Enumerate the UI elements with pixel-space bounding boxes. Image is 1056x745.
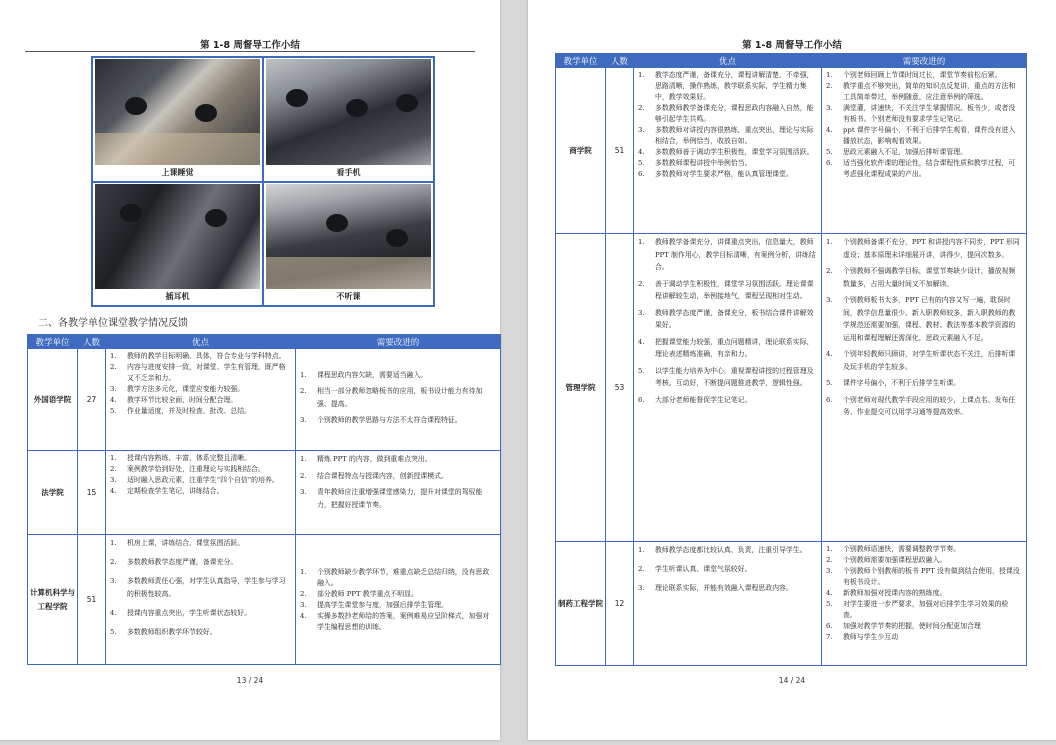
photo-caption: 插耳机 bbox=[165, 292, 190, 301]
classroom-photo-earphones bbox=[95, 184, 260, 290]
unit-cell: 商学院 bbox=[556, 68, 606, 234]
list-item: 5. 对学生要进一步严要求，加强对后排学生学习效果的检查。 bbox=[826, 600, 1009, 619]
list-item: 7. 教师与学生少互动 bbox=[826, 633, 899, 641]
page-number: 14 / 24 bbox=[778, 676, 806, 685]
list-item: 5. 课件字号偏小，不利于后排学生听课。 bbox=[826, 379, 961, 387]
list-item: 1. 个别教师备课不充分，PPT 和讲授内容不同步，PPT 形同虚设；基本原理未详细展开讲，讲得少，提问次数多。 bbox=[826, 238, 1020, 259]
count-cell: 51 bbox=[78, 535, 106, 665]
list-item: 4. 定期检查学生笔记，讲练结合。 bbox=[110, 487, 224, 495]
list-item: 2. 学生听课认真、课堂气氛较好。 bbox=[638, 565, 752, 573]
list-item: 1. 机房上课，讲练结合，课堂氛围活跃。 bbox=[110, 539, 245, 547]
list-item: 3. 提高学生课堂参与度，加强后排学生管理。 bbox=[300, 600, 448, 609]
unit-cell: 管理学院 bbox=[556, 234, 606, 542]
page-header-title: 第 1-8 周督导工作小结 bbox=[200, 40, 300, 51]
list-item: 3. 多数教师责任心强，对学生认真指导，学生参与学习的积极性较高。 bbox=[110, 577, 286, 598]
page-number: 13 / 24 bbox=[236, 676, 264, 685]
photo-cell bbox=[92, 57, 263, 182]
feedback-table-right bbox=[555, 53, 1027, 666]
list-item: 1. 个别老师回顾上节课时间过长，课堂节奏前松后紧。 bbox=[826, 71, 1002, 79]
list-item: 1. 个别教师语速快，需要调整教学节奏。 bbox=[826, 545, 961, 553]
table-row bbox=[28, 535, 501, 665]
list-item: 5. 以学生能力培养为中心，重视课程讲授的过程管理及考核。互动好，不断提问题推进教学，逻辑性强。 bbox=[638, 366, 814, 387]
classroom-photo-phone bbox=[266, 59, 431, 165]
table-header-row bbox=[556, 54, 1027, 68]
list-item: 1. 个别教师缺少教学环节，难重点缺乏总结归纳，没有思政融入。 bbox=[300, 567, 490, 587]
page-header-title: 第 1-8 周督导工作小结 bbox=[742, 40, 842, 51]
count-cell: 53 bbox=[606, 234, 634, 542]
photo-cell bbox=[92, 182, 263, 307]
improvements-cell bbox=[822, 68, 1027, 234]
classroom-photo-not-listening bbox=[266, 184, 431, 290]
photo-caption: 不听课 bbox=[336, 292, 361, 301]
unit-cell: 制药工程学院 bbox=[556, 542, 606, 666]
list-item: 4. 实操多数抄老师给的答案，案例难易应呈阶梯式，加强对学生编程思想的训练。 bbox=[300, 611, 490, 631]
list-item: 6. 大部分老师能督促学生记笔记。 bbox=[638, 395, 752, 404]
list-item: 1. 课程思政内容欠缺，需要适当融入。 bbox=[300, 370, 428, 379]
list-item: 3. 个别教师个别教师的板书 PPT 没有做到结合使用，授课没有板书设计。 bbox=[826, 567, 1020, 586]
improvements-cell bbox=[296, 451, 501, 535]
table-row bbox=[556, 68, 1027, 234]
list-item: 3. 青年教师应注重增强课堂感染力，提升对课堂的驾驭能力，把握好授课节奏。 bbox=[300, 488, 483, 509]
list-item: 1. 教师教学备课充分，讲课重点突出，信息量大，教师 PPT 制作用心，教学目标清晰，有案例分析，讲练结合。 bbox=[638, 238, 816, 271]
strengths-cell bbox=[106, 349, 296, 451]
list-item: 4. 把握课堂能力较强，重点问题精讲，理论联系实际，理论表述精炼准确，有亲和力。 bbox=[638, 337, 814, 358]
list-item: 1. 授课内容熟练、丰富，体系完整且清晰。 bbox=[110, 454, 252, 462]
strengths-cell bbox=[634, 234, 822, 542]
list-item: 4. ppt 课件字号偏小，不利于后排学生观看，课件没有进入播放状态，影响观看效果。 bbox=[826, 126, 1016, 145]
list-item: 5. 多数教师课程讲授中举例恰当。 bbox=[638, 159, 752, 167]
list-item: 2. 部分教师 PPT 教学重点不明显。 bbox=[300, 589, 418, 598]
header-strengths: 优点 bbox=[634, 54, 822, 68]
count-cell: 27 bbox=[78, 349, 106, 451]
table-row bbox=[556, 542, 1027, 666]
count-cell: 12 bbox=[606, 542, 634, 666]
list-item: 2. 结合课程特点与授课内容，创新授课模式。 bbox=[300, 471, 448, 480]
strengths-cell bbox=[634, 68, 822, 234]
list-item: 2. 内容与进度安排一致，对课堂、学生有管理，既严格又不乏亲和力。 bbox=[110, 363, 286, 382]
header-count: 人数 bbox=[606, 54, 634, 68]
list-item: 1. 教师的教学目标明确、具体，符合专业与学科特点。 bbox=[110, 352, 286, 360]
list-item: 2. 相当一部分教师忽略板书的应用，板书设计能力有待加强、提高。 bbox=[300, 387, 483, 408]
list-item: 2. 个别教师不强调教学目标，课堂节奏缺少设计，播放视频数量多，占用大量时间又不加解读。 bbox=[826, 267, 1016, 288]
feedback-table-left bbox=[27, 334, 501, 665]
table-row bbox=[556, 234, 1027, 542]
header-unit: 教学单位 bbox=[28, 335, 78, 349]
list-item: 4. 教学环节比较全面，时间分配合理。 bbox=[110, 396, 238, 404]
unit-cell: 法学院 bbox=[28, 451, 78, 535]
list-item: 5. 作业量适度，并及时检查、批改、总结。 bbox=[110, 407, 252, 415]
section-title: 二、各教学单位课堂教学情况反馈 bbox=[38, 318, 188, 329]
list-item: 3. 满堂灌，讲速快，不关注学生掌握情况。板书少，或者没有板书。个别老师没有要求学生记笔记。 bbox=[826, 104, 1016, 123]
list-item: 2. 多数教师教学态度严谨，备课充分。 bbox=[110, 558, 238, 566]
list-item: 5. 多数教师组织教学环节较好。 bbox=[110, 628, 217, 636]
list-item: 4. 个别年轻教师只顾讲，对学生听课状态不关注，后排听课及玩手机的学生较多。 bbox=[826, 350, 1016, 371]
list-item: 6. 个别老师对现代教学手段应用的较少，上课点名、发布任务、作业提交可以用学习通等提高效率。 bbox=[826, 395, 1016, 416]
list-item: 4. 多数教师善于调动学生积极性，课堂学习氛围活跃。 bbox=[638, 148, 814, 156]
document-page-13 bbox=[0, 0, 500, 740]
header-strengths: 优点 bbox=[106, 335, 296, 349]
list-item: 4. 授课内容重点突出，学生听课状态较好。 bbox=[110, 609, 252, 617]
photo-cell bbox=[263, 182, 434, 307]
list-item: 3. 教师教学态度严谨，备课充分，板书结合课件讲解效果好。 bbox=[638, 308, 814, 329]
header-rule bbox=[25, 51, 475, 52]
strengths-cell bbox=[106, 535, 296, 665]
list-item: 2. 多数教师教学备课充分，课程思政内容融入自然，能够引起学生共鸣。 bbox=[638, 104, 814, 123]
table-header-row bbox=[28, 335, 501, 349]
header-count: 人数 bbox=[78, 335, 106, 349]
classroom-photo-sleeping bbox=[95, 59, 260, 165]
count-cell: 51 bbox=[606, 68, 634, 234]
improvements-cell bbox=[822, 234, 1027, 542]
list-item: 2. 案例教学恰到好处，注重理论与实践相结合。 bbox=[110, 465, 265, 473]
list-item: 1. 教师教学态度都比较认真、负责，注重引导学生。 bbox=[638, 546, 807, 554]
list-item: 6. 适当强化软件课的理论性，结合课程性质和教学过程，可考虑强化课程成果的产出。 bbox=[826, 159, 1016, 178]
list-item: 3. 理论联系实际，并能有效融入课程思政内容。 bbox=[638, 584, 793, 592]
table-row bbox=[28, 349, 501, 451]
photo-grid bbox=[91, 56, 435, 307]
photo-cell bbox=[263, 57, 434, 182]
list-item: 6. 多数教师对学生要求严格，能认真管理课堂。 bbox=[638, 170, 793, 178]
improvements-cell bbox=[296, 349, 501, 451]
header-unit: 教学单位 bbox=[556, 54, 606, 68]
list-item: 6. 加强对教学节奏的把握，使时间分配更加合理 bbox=[826, 622, 981, 630]
table-row bbox=[28, 451, 501, 535]
strengths-cell bbox=[106, 451, 296, 535]
strengths-cell bbox=[634, 542, 822, 666]
unit-cell: 计算机科学与工程学院 bbox=[28, 535, 78, 665]
list-item: 2. 个别教师需要加强课程思政融入。 bbox=[826, 556, 947, 564]
header-improvements: 需要改进的 bbox=[296, 335, 501, 349]
unit-cell: 外国语学院 bbox=[28, 349, 78, 451]
list-item: 1. 精炼 PPT 的内容，做到重难点突出。 bbox=[300, 455, 432, 463]
list-item: 3. 个别教师板书太多，PPT 已有的内容又写一遍，耽误时间，教学信息量很少。新入职教师较多，新入职教师的教学规范还需要加强，课程、教材、教法等基本教学资源的运用和课程理解还需深化，思政元素融入不足。 bbox=[826, 296, 1016, 342]
improvements-cell bbox=[822, 542, 1027, 666]
list-item: 3. 个别教师的教学思路与方法不太符合课程特征。 bbox=[300, 416, 462, 424]
list-item: 3. 教学方法多元化，课堂应变能力较强。 bbox=[110, 385, 245, 393]
photo-caption: 看手机 bbox=[336, 167, 361, 177]
improvements-cell bbox=[296, 535, 501, 665]
list-item: 2. 教学重点不够突出，简单的知识点反复讲，重点的方法和工具简单带过，举例随意，应注意举例的筛选。 bbox=[826, 82, 1016, 101]
list-item: 5. 思政元素融入不足，加强后排听课管理。 bbox=[826, 148, 968, 156]
list-item: 4. 新教师加强对授课内容的熟练度。 bbox=[826, 589, 947, 597]
list-item: 2. 善于调动学生积极性，课堂学习氛围活跃。理论课课程讲解较生动，举例接地气，课程呈现相对生动。 bbox=[638, 279, 814, 300]
photo-caption: 上课睡觉 bbox=[161, 167, 194, 177]
list-item: 1. 教学态度严谨，备课充分，课程讲解清楚，不牵强，思路清晰，操作熟练，教学联系实际，学生精力集中，教学效果好。 bbox=[638, 71, 814, 101]
header-improvements: 需要改进的 bbox=[822, 54, 1027, 68]
list-item: 3. 多数教师对讲授内容很熟练，重点突出，理论与实际相结合，举例恰当，收放自如。 bbox=[638, 126, 814, 145]
count-cell: 15 bbox=[78, 451, 106, 535]
list-item: 3. 适时融入思政元素，注重学生“四个自信”的培养。 bbox=[110, 476, 279, 484]
